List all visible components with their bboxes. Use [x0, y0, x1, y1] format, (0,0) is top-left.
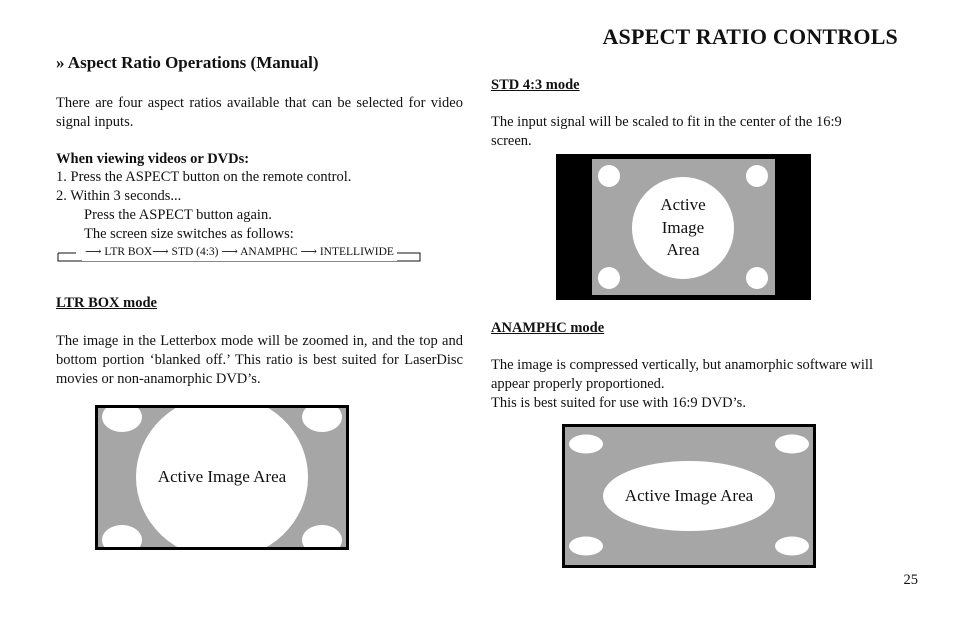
anamphc-active-area-label: Active Image Area — [624, 486, 754, 505]
section-title: » Aspect Ratio Operations (Manual) — [56, 53, 319, 72]
ltr-box-active-area-label: Active Image Area — [157, 467, 287, 486]
step-2-sub-b: The screen size switches as follows: — [84, 226, 294, 242]
step-2-sub-a: Press the ASPECT button again. — [84, 207, 272, 223]
std-heading: STD 4:3 mode — [491, 77, 580, 93]
anamphc-description: The image is compressed vertically, but anamorphic software will appear properly proportioned. — [491, 357, 873, 392]
ltr-box-description: The image in the Letterbox mode will be zoomed in, and the top and bottom portion ‘blanked off.’ This ratio is best suited for LaserDisc movies or non-anamorphic DVD’s. — [56, 333, 463, 387]
viewing-heading: When viewing videos or DVDs: — [56, 151, 250, 167]
anamphc-heading: ANAMPHC mode — [491, 320, 605, 336]
std-label-line-1: Active — [660, 195, 706, 214]
mode-sequence-text: ⟶ LTR BOX⟶ STD (4:3) ⟶ ANAMPHC ⟶ INTELLIWIDE — [82, 244, 397, 261]
page-number: 25 — [903, 572, 918, 588]
std-active-area-label — [633, 194, 733, 262]
ltr-box-diagram — [95, 405, 349, 550]
anamphc-diagram — [562, 424, 816, 568]
std-diagram — [556, 154, 811, 300]
std-label-line-3: Area — [666, 240, 700, 259]
ltr-box-heading: LTR BOX mode — [56, 295, 157, 311]
intro-paragraph: There are four aspect ratios available that can be selected for video signal inputs. — [56, 95, 463, 130]
std-label-line-2: Image — [661, 217, 705, 237]
anamphc-note: This is best suited for use with 16:9 DVD’s. — [491, 395, 746, 411]
mode-sequence-diagram — [56, 244, 420, 261]
step-1: 1. Press the ASPECT button on the remote control. — [56, 169, 352, 185]
std-description: The input signal will be scaled to fit in the center of the 16:9 screen. — [491, 114, 842, 149]
page-title: ASPECT RATIO CONTROLS — [602, 24, 898, 49]
step-2: 2. Within 3 seconds... — [56, 188, 182, 204]
